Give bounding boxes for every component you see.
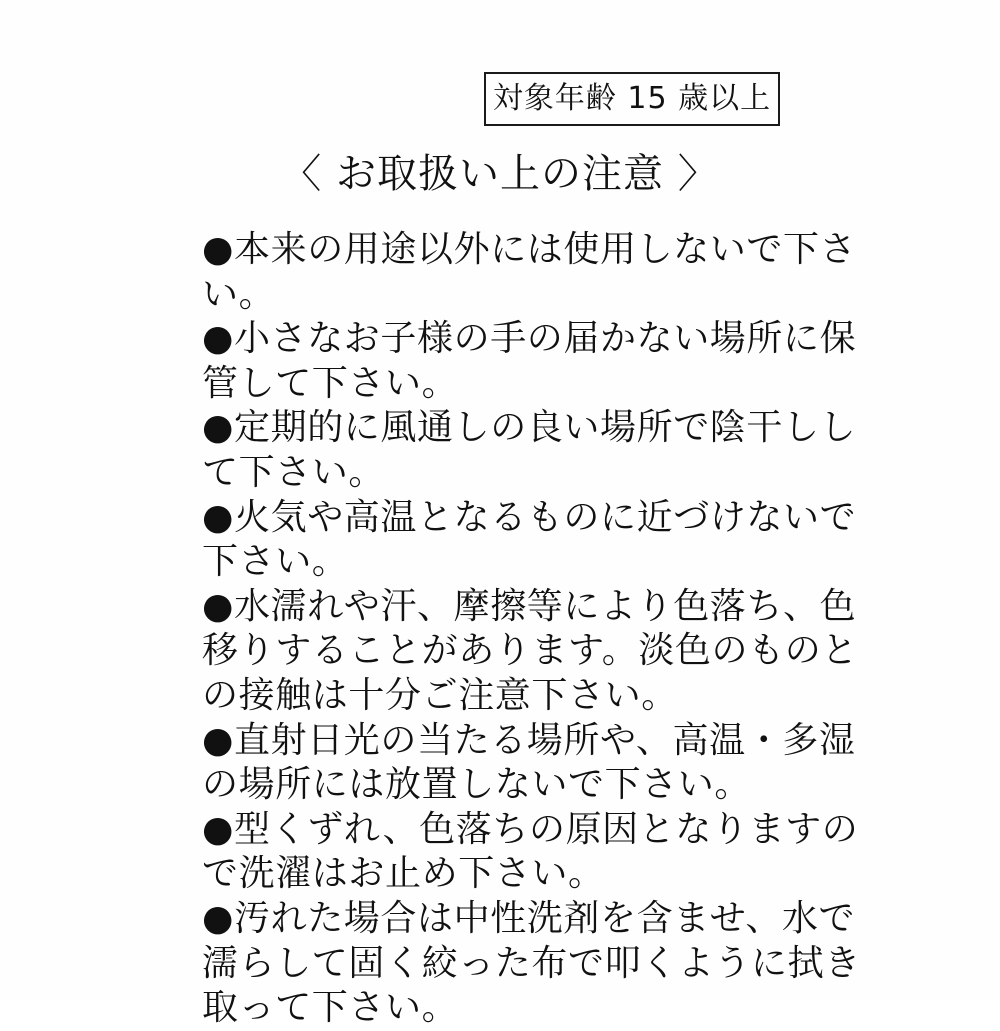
caution-line: 移りすることがあります。淡色のものと xyxy=(202,630,858,672)
caution-item xyxy=(202,317,857,406)
caution-line: い。 xyxy=(202,273,276,315)
caution-item xyxy=(202,719,856,808)
caution-item xyxy=(202,585,858,719)
caution-line: ●汚れた場合は中性洗剤を含ませ、水で xyxy=(202,897,856,939)
caution-line: ●型くずれ、色落ちの原因となりますの xyxy=(202,808,859,850)
caution-line: 下さい。 xyxy=(202,541,349,583)
caution-line: ●本来の用途以外には使用しないで下さ xyxy=(202,229,857,270)
caution-item xyxy=(202,228,857,317)
page-title: 〈 お取扱い上の注意 〉 xyxy=(281,151,719,197)
age-rating-badge: 対象年齢 15 歳以上 xyxy=(484,72,780,126)
caution-line: で洗濯はお止め下さい。 xyxy=(202,853,605,895)
caution-line: 取って下さい。 xyxy=(202,987,459,1029)
caution-list xyxy=(202,228,861,1031)
caution-line: て下さい。 xyxy=(202,451,386,493)
caution-line: ●小さなお子様の手の届かない場所に保 xyxy=(202,318,857,360)
caution-line: 濡らして固く絞った布で叩くように拭き xyxy=(202,942,861,984)
caution-line: ●直射日光の当たる場所や、高温・多湿 xyxy=(202,719,856,761)
caution-item xyxy=(202,897,861,1031)
caution-line: の場所には放置しないで下さい。 xyxy=(202,764,752,806)
caution-line: の接触は十分ご注意下さい。 xyxy=(202,674,678,716)
caution-line: ●定期的に風通しの良い場所で陰干しし xyxy=(202,407,857,449)
caution-line: 管して下さい。 xyxy=(202,362,459,404)
caution-item xyxy=(202,406,857,495)
caution-line: ●水濡れや汗、摩擦等により色落ち、色 xyxy=(202,585,857,627)
caution-line: ●火気や高温となるものに近づけないで xyxy=(202,496,857,538)
caution-item xyxy=(202,496,857,585)
caution-item xyxy=(202,808,859,897)
